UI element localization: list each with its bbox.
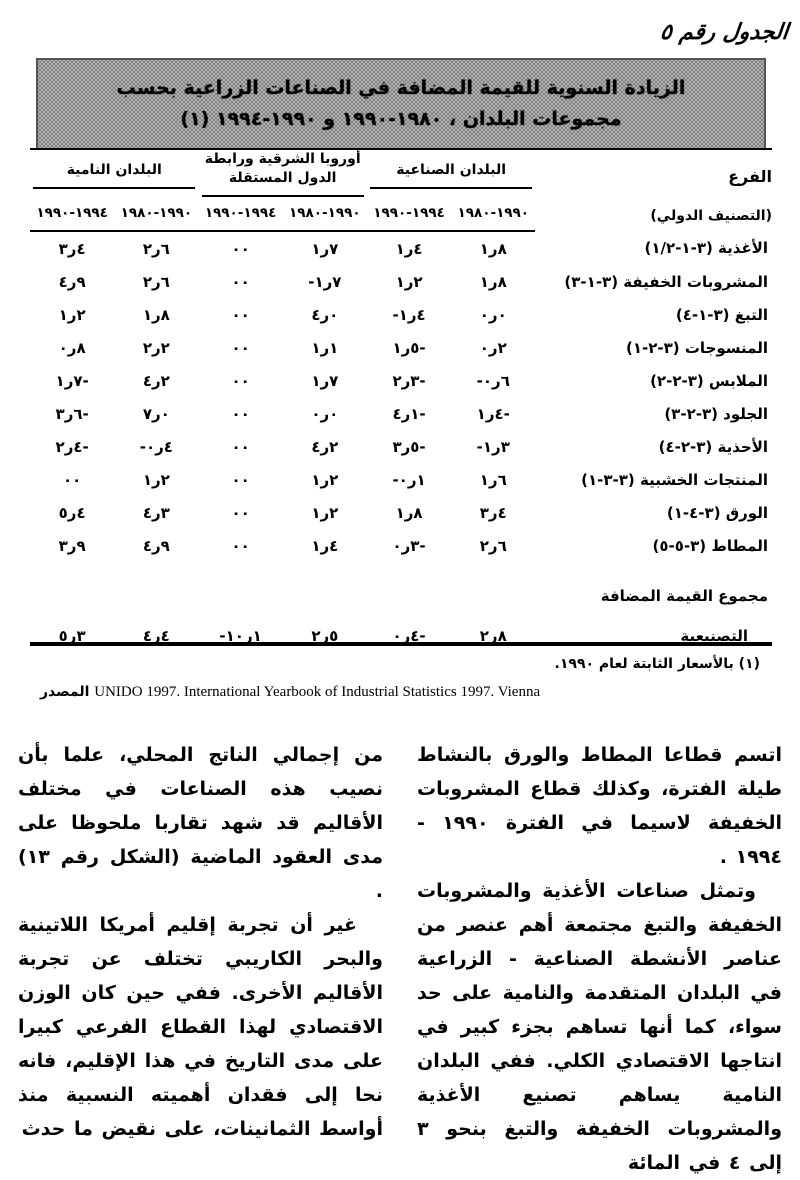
branch-header-cell <box>535 149 772 231</box>
paragraph: من إجمالي الناتج المحلي، علما بأن نصيب هذه الصناعات في مختلف الأقاليم قد شهد تقاربا ملحوظا على مدى العقود الماضية (الشكل رقم ١٣) . <box>18 744 383 902</box>
table-row-textiles: المنسوجات (٣-٢-١) ٠ر٢ ١ر٥- ١ر١ ٠٠ ٢ر٢ ٠ر٨ <box>58 338 768 357</box>
group-industrial-countries: البلدان الصناعية <box>367 149 535 197</box>
table-row-total-manufacturing: التصنيعية ٢ر٨ ٠ر٤- ٢ر٥ -١٠ر١ ٤ر٤ ٥ر٣ <box>58 627 748 645</box>
paragraph: غير أن تجربة إقليم أمريكا اللاتينية والبحر الكاريبي تختلف عن تجربة الأقاليم الأخرى. ففي حين كان الوزن الاقتصادي لهذا القطاع الفرعي كبيرا على مدى التاريخ في هذا الإقليم، فانه نحا إلى فقدان أهميته النسبية منذ أواسط الثمانينات، على نقيض ما حدث <box>18 914 383 1140</box>
paragraph: وتمثل صناعات الأغذية والمشروبات الخفيفة والتبغ مجتمعة أهم عنصر من عناصر الأنشطة الصناعية - الزراعية في البلدان المتقدمة والنامية على حد سواء، كما أنها تساهم بجزء كبير في انتاجها الاقتصادي الكلي. ففي البلدان النامية يساهم تصنيع الأغذية والمشروبات الخفيفة والتبغ بنحو ٣ إلى ٤ في المائة <box>417 880 782 1174</box>
body-column-left <box>18 738 383 1180</box>
growth-statistics-table <box>30 148 772 656</box>
table-number-caption: الجدول رقم ٥ <box>658 20 790 45</box>
body-text-columns <box>18 738 782 1180</box>
body-column-right <box>417 738 782 1180</box>
total-row-label-line: مجموع القيمة المضافة <box>600 587 768 605</box>
table-row-paper: الورق (٣-٤-١) ٣ر٤ ١ر٨ ١ر٢ ٠٠ ٤ر٣ ٥ر٤ <box>58 503 768 522</box>
period-developing-1980-1990: ١٩٩٠-١٩٨٠ <box>114 197 198 231</box>
period-ee-cis-1980-1990: ١٩٩٠-١٩٨٠ <box>283 197 367 231</box>
group-header-row <box>30 149 772 197</box>
table-row-rubber: المطاط (٣-٥-٥) ٢ر٦ ٠ر٣- ١ر٤ ٠٠ ٤ر٩ ٣ر٩ <box>58 536 768 555</box>
table-row-wood-products: المنتجات الخشبية (٣-٣-١) ١ر٦ -٠ر١ ١ر٢ ٠٠ ١ر٢ ٠٠ <box>62 470 768 489</box>
table-bottom-rule <box>30 642 772 646</box>
source-text-english: UNIDO 1997. International Yearbook of Industrial Statistics 1997. Vienna <box>94 684 541 700</box>
paragraph: اتسم قطاعا المطاط والورق بالنشاط طيلة الفترة، وكذلك قطاع المشروبات الخفيفة لاسيما في الفترة ١٩٩٠ - ١٩٩٤ . <box>417 744 782 868</box>
source-label: المصدر <box>40 684 90 700</box>
table-row-leather: الجلود (٣-٢-٣) ١ر٤- ٤ر١- ٠ر٠ ٠٠ ٧ر٠ ٣ر٦- <box>55 404 768 423</box>
period-industrial-1990-1994: ١٩٩٤-١٩٩٠ <box>367 197 451 231</box>
period-industrial-1980-1990: ١٩٩٠-١٩٨٠ <box>451 197 535 231</box>
branch-header-line1: الفرع <box>728 167 772 186</box>
table-row-beverages: المشروبات الخفيفة (٣-١-٣) ١ر٨ ١ر٢ -١ر٧ ٠٠ ٢ر٦ ٤ر٩ <box>58 272 768 291</box>
group-eastern-europe-cis: أوروبا الشرقية ورابطة الدول المستقلة <box>198 149 366 197</box>
branch-header-line2: (التصنيف الدولي) <box>650 208 772 224</box>
period-ee-cis-1990-1994: ١٩٩٤-١٩٩٠ <box>198 197 282 231</box>
table-row-tobacco: التبغ (٣-١-٤) ٠ر٠ -١ر٤ ٤ر٠ ٠٠ ١ر٨ ١ر٢ <box>58 305 768 324</box>
table-row-food: الأغذية (٣-١-١/٢) ١ر٨ ١ر٤ ١ر٧ ٠٠ ٢ر٦ ٣ر٤ <box>58 239 768 258</box>
table-title-line2: مجموعات البلدان ، ١٩٨٠-١٩٩٠ و ١٩٩٠-١٩٩٤ (١) <box>180 108 622 130</box>
table-row-footwear: الأحذية (٣-٢-٤) -١ر٣ ٣ر٥- ٤ر٢ ٠٠ -٠ر٤ ٢ر٤- <box>55 437 768 456</box>
table-title-line1: الزيادة السنوية للقيمة المضافة في الصناعات الزراعية بحسب <box>116 77 686 99</box>
source-line <box>40 684 760 701</box>
table-title-banner <box>36 58 766 150</box>
table-footnote: (١) بالأسعار الثابتة لعام ١٩٩٠. <box>554 656 760 672</box>
group-developing-countries: البلدان النامية <box>30 149 198 197</box>
table-row-clothing: الملابس (٣-٢-٢) -٠ر٦ ٢ر٣- ١ر٧ ٠٠ ٤ر٢ ١ر٧- <box>55 371 768 390</box>
period-developing-1990-1994: ١٩٩٤-١٩٩٠ <box>30 197 114 231</box>
